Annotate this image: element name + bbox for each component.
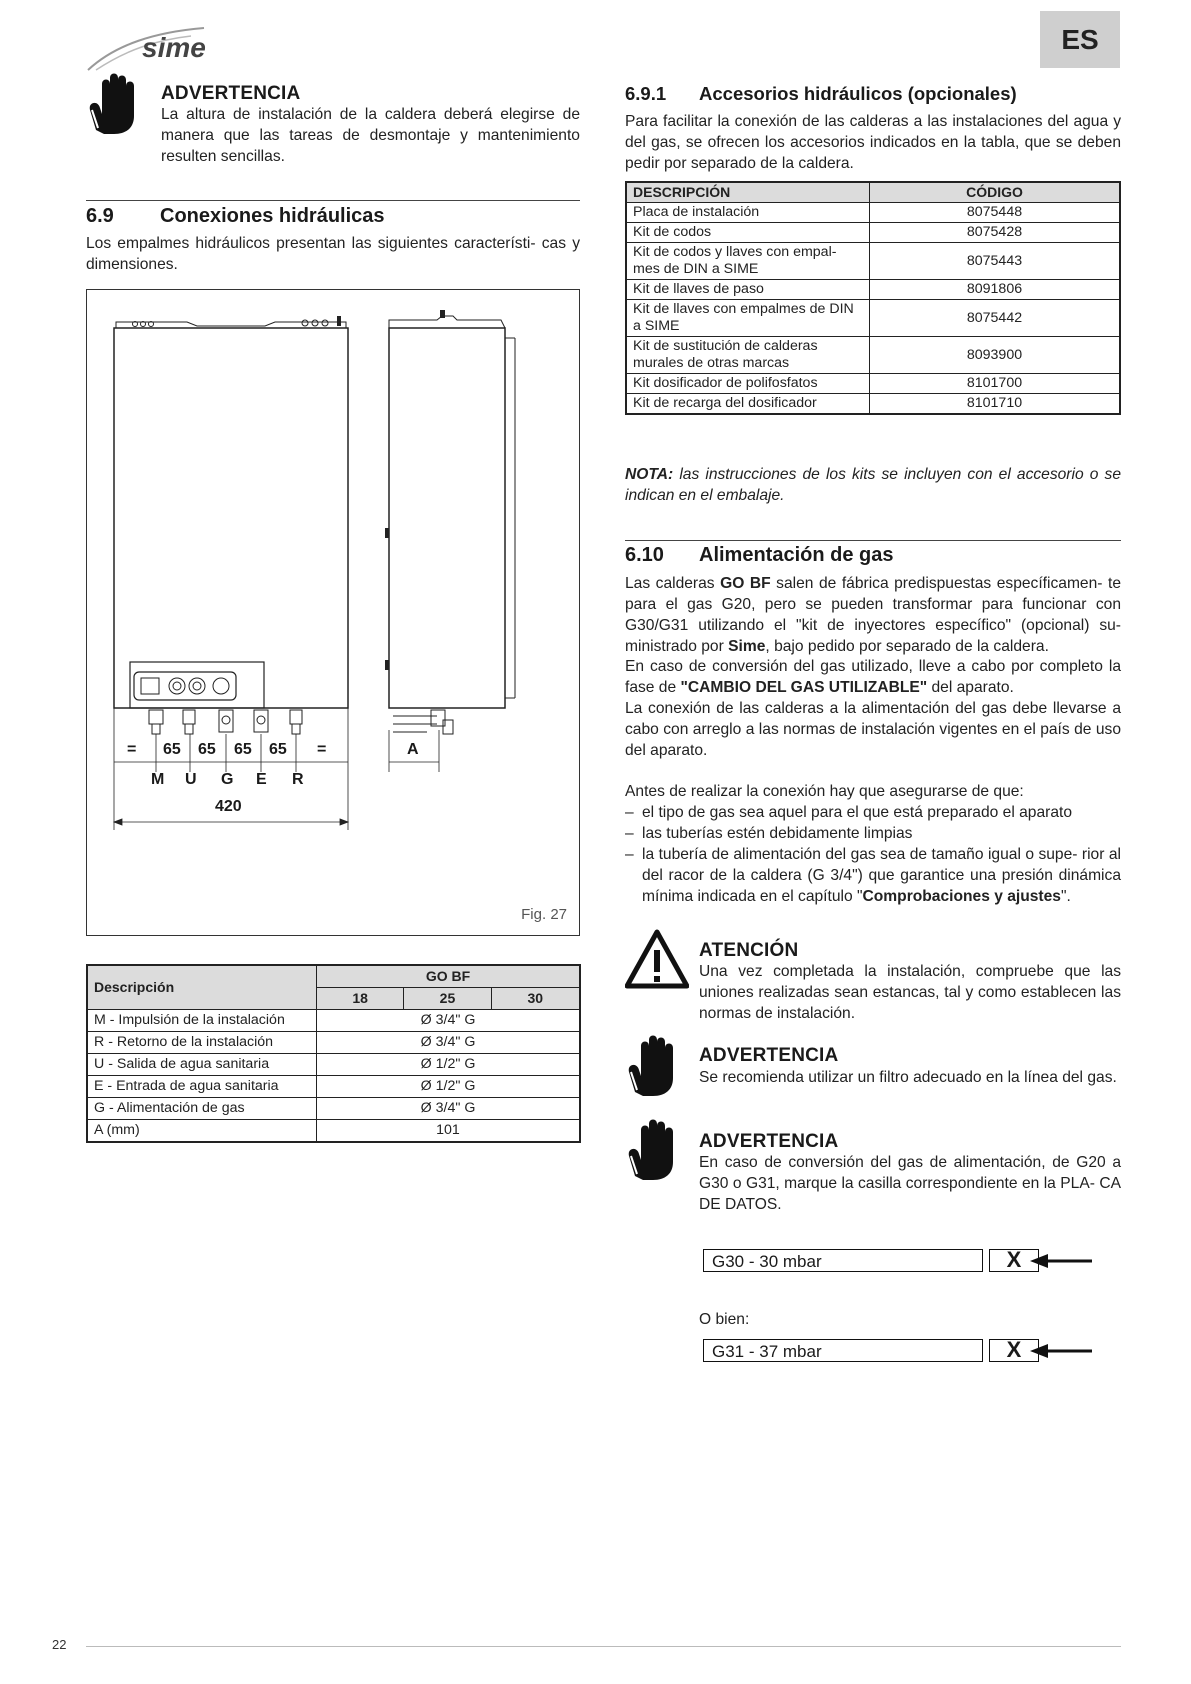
data-plate-g30: G30 - 30 mbar [703,1249,983,1272]
row-code: 8075448 [870,203,1121,223]
row-desc: G - Alimentación de gas [87,1098,317,1120]
row-code: 8091806 [870,280,1121,300]
row-desc: Placa de instalación [626,203,870,223]
table-row [626,280,1120,300]
warning-hand-icon [86,72,150,140]
dim-label: 65 [269,741,287,758]
section-number: 6.9 [86,205,114,227]
connections-table [86,964,581,1143]
gas-paragraph-2 [625,656,1121,698]
column-header-group: GO BF [317,965,581,988]
or-text: O bien: [699,1311,750,1328]
footer-divider [86,1646,1121,1647]
text-run: ". [1060,888,1071,905]
warning-text: En caso de conversión del gas de alimentación, de G20 a G30 o G31, marque la casilla correspondiente en la PLA- CA DE DATOS. [699,1154,1121,1213]
table-row [626,337,1120,374]
table-row [87,1076,580,1098]
section-heading-6-9 [86,205,385,228]
text-run: En caso de conversión del gas utilizado, lleve a cabo por completo la fase de [625,658,1121,696]
size-header: 30 [491,988,580,1010]
procedure-name: "CAMBIO DEL GAS UTILIZABLE" [680,679,928,696]
section-heading-6-10 [625,544,894,567]
stop-hand-icon [625,1118,689,1182]
row-code: 8075443 [870,243,1121,280]
table-row [87,1010,580,1032]
text-run: salen de fábrica predispuestas específicamen- te para el gas G20, pero se pueden transformar para funcionar con G30/G31 utilizando el "kit de inyectores específico" (opcional) su- ministrado por [625,575,1121,655]
warning-hand-icon [625,1118,689,1186]
stop-hand-icon [625,1034,689,1098]
warning-text: La altura de instalación de la caldera deberá elegirse de manera que las tareas de desmontaje y mantenimiento resulten sencillas. [161,106,580,165]
chapter-ref: Comprobaciones y ajustes [862,888,1061,905]
row-value: Ø 3/4" G [317,1098,581,1120]
row-code: 8101710 [870,394,1121,415]
row-desc: A (mm) [87,1120,317,1143]
warning-title: ADVERTENCIA [161,83,301,104]
text-run: del aparato. [927,679,1014,696]
dim-label: = [127,741,137,758]
language-tab: ES [1040,11,1120,68]
boiler-diagram [87,290,579,935]
pointer-arrow-icon [1030,1252,1094,1270]
total-width-label: 420 [215,798,242,815]
checkbox-marked: X [989,1339,1039,1362]
page-number: 22 [52,1637,67,1652]
note-paragraph [625,464,1121,506]
section-intro: Los empalmes hidráulicos presentan las siguientes característi- cas y dimensiones. [86,235,580,273]
letter-label: G [221,771,234,788]
section-number: 6.10 [625,544,664,566]
letter-label: R [292,771,304,788]
section-number: 6.9.1 [625,83,667,104]
dimension-row [87,741,579,765]
section-title: Alimentación de gas [699,544,894,566]
side-dim-label: A [407,741,419,758]
table-row [626,300,1120,337]
checkbox-marked: X [989,1249,1039,1272]
gas-paragraph-4: Antes de realizar la conexión hay que asegurarse de que: [625,783,1024,800]
row-desc: Kit dosificador de polifosfatos [626,374,870,394]
note-label: NOTA: [625,466,674,483]
text-run: , bajo pedido por separado de la caldera. [765,638,1049,655]
row-desc: Kit de codos [626,223,870,243]
row-value: Ø 1/2" G [317,1076,581,1098]
row-value: Ø 1/2" G [317,1054,581,1076]
column-header: Descripción [87,965,317,1010]
row-desc: Kit de llaves de paso [626,280,870,300]
row-value: Ø 3/4" G [317,1010,581,1032]
checklist [625,802,1121,907]
attention-icon-wrap [625,928,689,996]
section-intro: Para facilitar la conexión de las calderas a las instalaciones del agua y del gas, se ofrecen los accesorios indicados en la tabla, que se deben pedir por separado de la caldera. [625,113,1121,172]
list-item: – las tuberías estén debidamente limpias [625,823,1121,844]
table-row [87,1032,580,1054]
list-item [625,844,1121,907]
row-desc: Kit de sustitución de calderas murales de otras marcas [626,337,870,374]
figure-hydraulic-connections [86,289,580,936]
dim-label: 65 [163,741,181,758]
note-text: las instrucciones de los kits se incluyen con el accesorio o se indican en el embalaje. [625,466,1121,504]
row-code: 8075428 [870,223,1121,243]
letter-label: U [185,771,197,788]
warning-title: ADVERTENCIA [699,1131,839,1152]
row-code: 8093900 [870,337,1121,374]
row-code: 8075442 [870,300,1121,337]
brand-logo [86,24,246,74]
model-name: GO BF [720,575,771,592]
brand-name: Sime [728,638,766,655]
table-row [87,1054,580,1076]
row-desc: E - Entrada de agua sanitaria [87,1076,317,1098]
brand-wordmark: sime [142,32,206,63]
size-header: 18 [317,988,404,1010]
table-row [626,223,1120,243]
dim-label: 65 [198,741,216,758]
warning-triangle-icon [625,928,689,992]
stop-hand-icon [86,72,150,136]
letter-label: E [256,771,267,788]
attention-title: ATENCIÓN [699,940,799,961]
table-row [87,1098,580,1120]
letter-label: M [151,771,165,788]
text-run: Las calderas [625,575,721,592]
gas-paragraph-1 [625,573,1121,657]
warning-hand-icon [625,1034,689,1102]
section-divider [86,200,580,201]
warning-text: Se recomienda utilizar un filtro adecuado en la línea del gas. [699,1069,1117,1086]
dim-label: = [317,741,327,758]
row-desc: U - Salida de agua sanitaria [87,1054,317,1076]
figure-caption: Fig. 27 [521,906,567,923]
table-row [626,203,1120,223]
row-code: 8101700 [870,374,1121,394]
row-desc: Kit de llaves con empalmes de DIN a SIME [626,300,870,337]
section-divider [625,540,1121,541]
table-row [87,1120,580,1143]
attention-text: Una vez completada la instalación, compruebe que las uniones realizadas sean estancas, tal y como establecen las normas de instalación. [699,963,1121,1022]
row-desc: Kit de codos y llaves con empal- mes de DIN a SIME [626,243,870,280]
section-title: Conexiones hidráulicas [160,205,385,227]
table-row [626,374,1120,394]
size-header: 25 [404,988,491,1010]
dim-label: 65 [234,741,252,758]
column-header: DESCRIPCIÓN [626,182,870,203]
gas-paragraph-3: La conexión de las calderas a la alimentación del gas debe llevarse a cabo con arreglo a las normas de instalación vigentes en el país de uso del aparato. [625,700,1121,759]
row-value: 101 [317,1120,581,1143]
table-row [626,394,1120,415]
text-run: la tubería de alimentación del gas sea de tamaño igual o supe- rior al del racor de la caldera (G 3/4") que garantice una presión dinámica mínima indicada en el capítulo " [642,846,1121,905]
row-desc: M - Impulsión de la instalación [87,1010,317,1032]
row-desc: Kit de recarga del dosificador [626,394,870,415]
section-heading-6-9-1 [625,83,1017,105]
table-row [626,243,1120,280]
warning-title: ADVERTENCIA [699,1045,839,1066]
row-desc: R - Retorno de la instalación [87,1032,317,1054]
row-value: Ø 3/4" G [317,1032,581,1054]
pointer-arrow-icon [1030,1342,1094,1360]
column-header: CÓDIGO [870,182,1121,203]
connection-letters [87,771,579,795]
accessories-table [625,181,1121,415]
section-title: Accesorios hidráulicos (opcionales) [699,83,1017,104]
data-plate-g31: G31 - 37 mbar [703,1339,983,1362]
list-item: – el tipo de gas sea aquel para el que está preparado el aparato [625,802,1121,823]
